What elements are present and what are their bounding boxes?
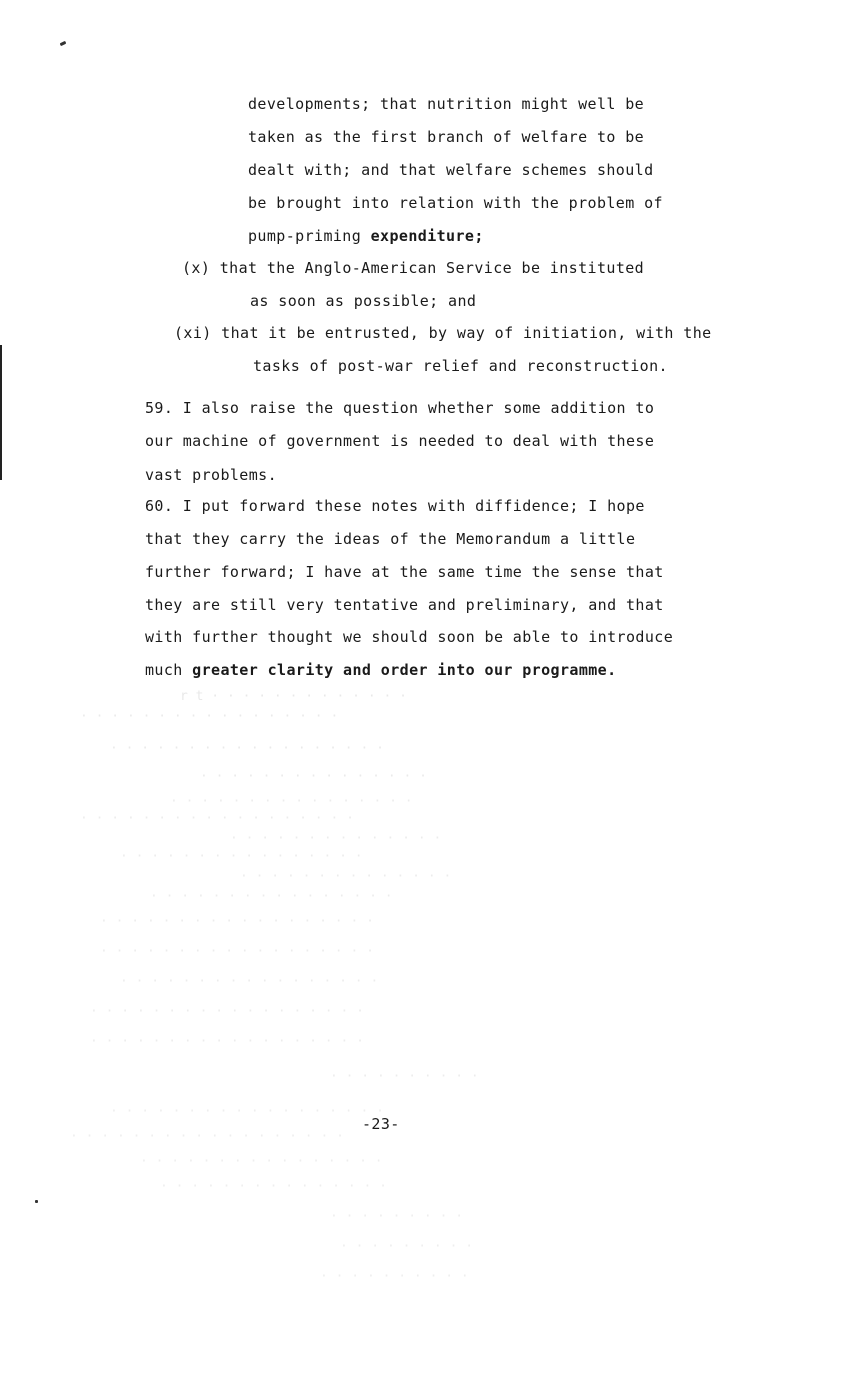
svg-text:· · · · · · · · · ·: · · · · · · · · · · · · · · · · · · <box>90 1004 364 1019</box>
svg-text:· · · · · · · · · ·: · · · · · · · · · · · · · · <box>240 869 452 884</box>
text-line: developments; that nutrition might well be <box>248 95 645 113</box>
text-line <box>248 227 484 245</box>
paragraph-59-line: vast problems. <box>145 466 278 484</box>
paragraph-59-line: our machine of government is needed to deal with these <box>145 432 655 450</box>
svg-text:· · · · · · · · · ·: · · · · · · · · · · · · · · · · · · <box>110 1104 384 1119</box>
svg-text:· · · · · · · · · ·: · · · · · · · · · · · · · · · · · · <box>80 811 354 826</box>
text-line: tasks of post-war relief and reconstruction. <box>253 357 668 375</box>
paragraph-60-line: further forward; I have at the same time the sense that <box>145 563 664 581</box>
svg-text:· · · · · · · · · ·: · · · · · · · · · · · · · · · <box>160 1179 387 1194</box>
svg-text:· · · · · · · · · ·: · · · · · · · · · · · · · · · · · · <box>90 1034 364 1049</box>
svg-text:· · · · · · · · · ·: · · · · · · · · · · <box>330 1069 479 1084</box>
paragraph-60-line: they are still very tentative and preliminary, and that <box>145 596 664 614</box>
svg-text:· · · · · · · · · ·: · · · · · · · · · · · · · · · · <box>170 794 413 809</box>
svg-text:· · · · · · · · · ·: · · · · · · · · · · <box>320 1269 469 1284</box>
paragraph-59-line: 59. I also raise the question whether some addition to <box>145 399 655 417</box>
paragraph-60-line: with further thought we should soon be able to introduce <box>145 628 674 646</box>
text-run: pump-priming <box>248 227 371 245</box>
paragraph-60-line: that they carry the ideas of the Memorandum a little <box>145 530 636 548</box>
text-run: much <box>145 661 193 679</box>
svg-text:· · · · · · · · · ·: · · · · · · · · · · · · · · · · <box>150 889 393 904</box>
svg-text:· · · · · · · · · ·: · · · · · · · · · · · · · · · · · · <box>100 914 374 929</box>
svg-text:r t · · · · · · · ·: r t · · · · · · · · · · · · · <box>180 689 407 704</box>
bold-text-run: greater clarity and order into our programme. <box>192 661 617 679</box>
text-line: dealt with; and that welfare schemes should <box>248 161 654 179</box>
text-line: as soon as possible; and <box>250 292 477 310</box>
svg-text:· · · · · · · · · ·: · · · · · · · · · · · · · · · · <box>120 849 363 864</box>
svg-text:· · · · · · · · · ·: · · · · · · · · · · · · · · · · · <box>120 974 379 989</box>
svg-text:· · · · · · · · · ·: · · · · · · · · · · · · · · · · · · <box>110 741 384 756</box>
svg-text:· · · · · · · · · ·: · · · · · · · · · · · · · · <box>230 831 442 846</box>
svg-text:· · · · · · · · · ·: · · · · · · · · · · · · · · · · · <box>80 709 339 724</box>
svg-text:· · · · · · · · ·: · · · · · · · · · <box>330 1209 464 1224</box>
list-item-x: (x) that the Anglo-American Service be instituted <box>182 259 645 277</box>
svg-text:· · · · · · · · · ·: · · · · · · · · · · · · · · · · · · <box>100 944 374 959</box>
svg-text:· · · · · · · · · ·: · · · · · · · · · · · · · · · <box>200 769 427 784</box>
paragraph-60-line <box>145 661 617 679</box>
page-number: -23- <box>362 1115 400 1133</box>
svg-text:· · · · · · · · · ·: · · · · · · · · · · · · · · · · <box>140 1154 383 1169</box>
bold-text-run: expenditure; <box>370 227 484 245</box>
text-line: taken as the first branch of welfare to be <box>248 128 645 146</box>
list-item-xi: (xi) that it be entrusted, by way of initiation, with the <box>174 324 712 342</box>
svg-text:· · · · · · · · ·: · · · · · · · · · <box>340 1239 474 1254</box>
text-line: be brought into relation with the problem of <box>248 194 663 212</box>
paragraph-60-line: 60. I put forward these notes with diffidence; I hope <box>145 497 645 515</box>
svg-text:· · · · · · · · · ·: · · · · · · · · · · · · · · · · · · <box>70 1129 344 1144</box>
